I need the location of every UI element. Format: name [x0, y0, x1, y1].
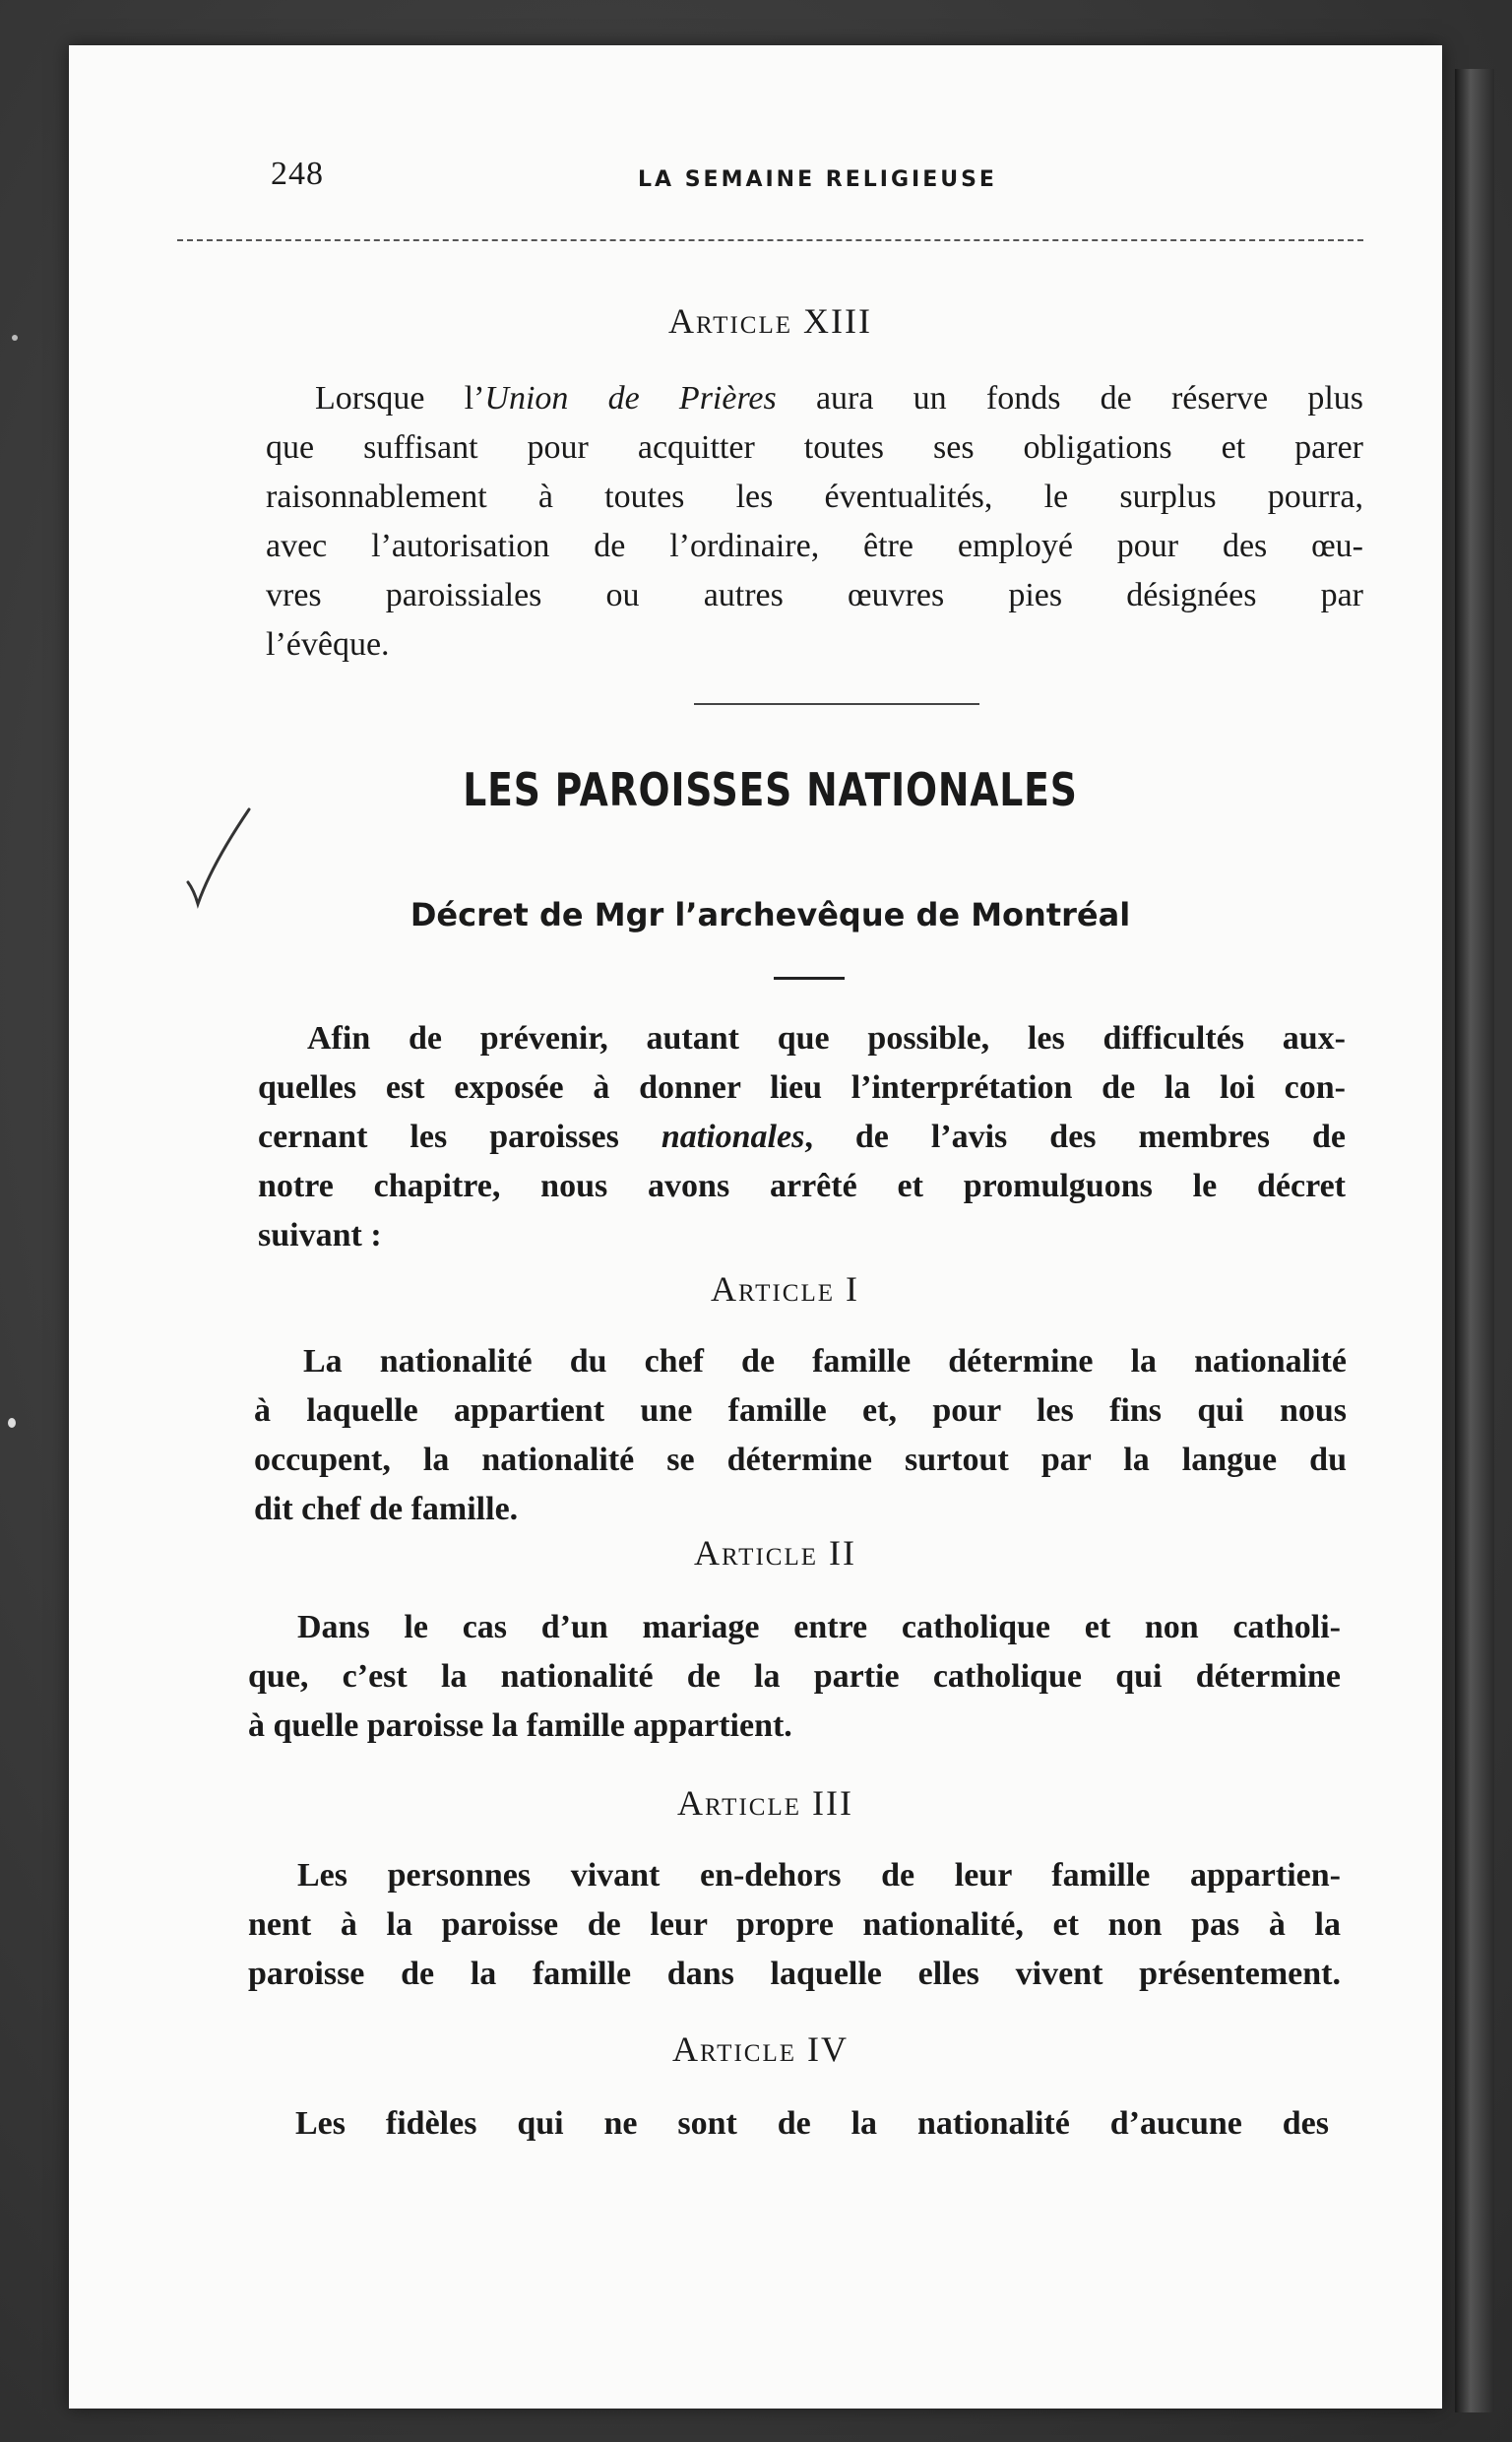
article-ii-paragraph — [248, 1603, 1341, 1751]
article-iii-heading: Article III — [677, 1783, 853, 1823]
section-divider — [694, 703, 979, 705]
text-line: Dans le cas d’un mariage entre catholique et non catholi- — [297, 1609, 1341, 1645]
scan-speck — [12, 335, 18, 341]
article-iii-paragraph — [248, 1851, 1341, 1999]
text-line: que, c’est la nationalité de la partie catholique qui détermine — [248, 1658, 1341, 1695]
text-line: raisonnablement à toutes les éventualités, le surplus pourra, — [266, 479, 1363, 515]
emphasis: Union de Prières — [484, 380, 777, 417]
running-title: LA SEMAINE RELIGIEUSE — [638, 167, 997, 192]
section-title: LES PAROISSES NATIONALES — [463, 763, 1078, 816]
article-xiii-paragraph — [266, 374, 1363, 670]
text-line: cernant les paroisses nationales, de l’avis des membres de — [258, 1119, 1346, 1155]
text-line: suivant : — [258, 1217, 382, 1253]
text-line: nent à la paroisse de leur propre nationalité, et non pas à la — [248, 1906, 1341, 1943]
emphasis: nationales — [661, 1119, 805, 1155]
text-line: vres paroissiales ou autres œuvres pies désignées par — [266, 577, 1363, 613]
article-xiii-heading: Article XIII — [668, 301, 872, 341]
text-line: Afin de prévenir, autant que possible, les difficultés aux- — [307, 1020, 1346, 1057]
text-line: Les fidèles qui ne sont de la nationalité d’aucune des — [295, 2105, 1329, 2142]
text-line: La nationalité du chef de famille détermine la nationalité — [303, 1343, 1347, 1380]
article-ii-heading: Article II — [694, 1533, 856, 1573]
text-line: paroisse de la famille dans laquelle elles vivent présentement. — [248, 1956, 1341, 1992]
page-number: 248 — [271, 156, 324, 192]
text-line: quelles est exposée à donner lieu l’interprétation de la loi con- — [258, 1069, 1346, 1106]
text-line: Les personnes vivant en-dehors de leur famille appartien- — [297, 1857, 1341, 1894]
text-line: notre chapitre, nous avons arrêté et promulguons le décret — [258, 1168, 1346, 1204]
article-i-heading: Article I — [711, 1269, 859, 1309]
section-subtitle: Décret de Mgr l’archevêque de Montréal — [410, 896, 1131, 933]
text-line: à laquelle appartient une famille et, pour les fins qui nous — [254, 1392, 1347, 1429]
text-line: à quelle paroisse la famille appartient. — [248, 1707, 792, 1744]
text-line: dit chef de famille. — [254, 1491, 519, 1527]
text-line: l’évêque. — [266, 626, 390, 663]
preamble-paragraph — [258, 1014, 1346, 1260]
article-i-paragraph — [254, 1337, 1347, 1534]
text-line: occupent, la nationalité se détermine surtout par la langue du — [254, 1442, 1347, 1478]
article-iv-heading: Article IV — [672, 2029, 849, 2069]
text-line: Lorsque l’Union de Prières aura un fonds de réserve plus — [315, 380, 1363, 417]
scan-speck — [8, 1418, 16, 1428]
text-line: que suffisant pour acquitter toutes ses obligations et parer — [266, 429, 1363, 466]
subtitle-rule — [774, 977, 845, 980]
text-line: avec l’autorisation de l’ordinaire, être employé pour des œu- — [266, 528, 1363, 564]
header-rule — [177, 239, 1363, 241]
article-iv-paragraph — [246, 2099, 1329, 2149]
adjacent-page-edge — [1455, 69, 1494, 2412]
